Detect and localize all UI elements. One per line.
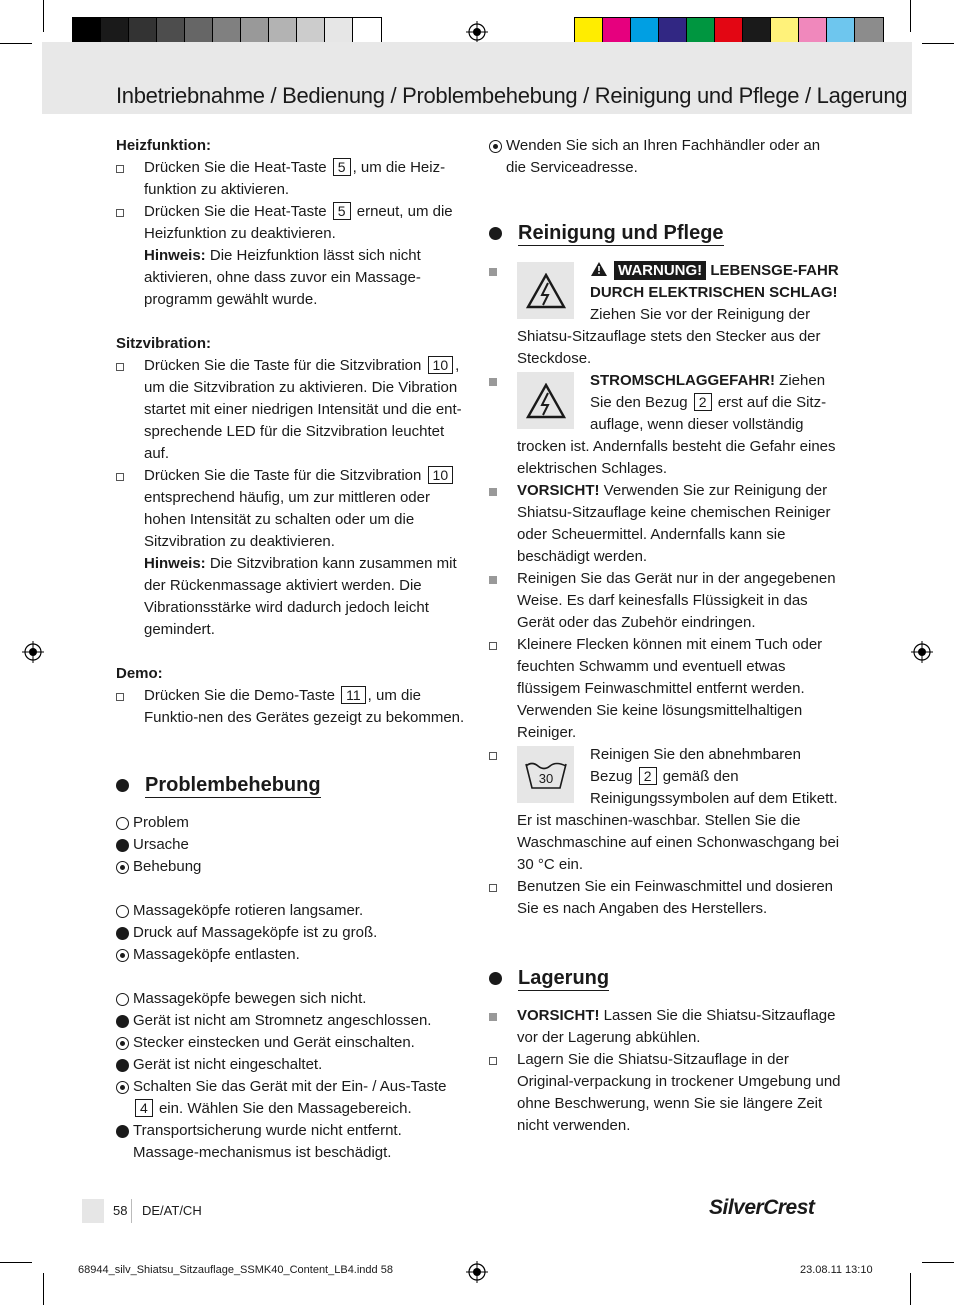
list-item bbox=[116, 355, 468, 465]
sitzvibration-heading: Sitzvibration: bbox=[116, 335, 212, 352]
list-item bbox=[489, 876, 841, 920]
key-reference: 11 bbox=[341, 686, 366, 704]
item-text: Benutzen Sie ein Feinwaschmittel und dosieren Sie es nach Angaben des Herstellers. bbox=[517, 878, 834, 917]
checkbox-bullet-icon bbox=[489, 642, 497, 650]
right-column bbox=[489, 135, 841, 1137]
item-text: Drücken Sie die Demo-Taste bbox=[144, 687, 335, 704]
warning-label: WARNUNG! bbox=[614, 261, 706, 280]
square-bullet-icon bbox=[489, 576, 497, 584]
crop-mark bbox=[0, 43, 32, 44]
page-title: Inbetriebnahme / Bedienung / Problembehebung / Reinigung und Pflege / Lagerung bbox=[116, 83, 908, 108]
footer-divider bbox=[131, 1199, 132, 1223]
cause-row: Gerät ist nicht am Stromnetz angeschlossen. bbox=[116, 1010, 468, 1032]
cause-row: Druck auf Massageköpfe ist zu groß. bbox=[116, 922, 468, 944]
reinigung-section-heading bbox=[489, 221, 841, 246]
section-title: Lagerung bbox=[518, 967, 610, 989]
legend-problem: Problem bbox=[116, 812, 468, 834]
checkbox-bullet-icon bbox=[116, 165, 124, 173]
item-text: Lagern Sie die Shiatsu-Sitzauflage in der Original-verpackung in trockener Umgebung und ohne Beschwerung, wenn Sie sie längere Zeit nicht verwenden. bbox=[517, 1051, 841, 1134]
filled-circle-icon bbox=[116, 839, 129, 852]
registration-mark-icon bbox=[22, 641, 44, 663]
crop-mark bbox=[43, 1273, 44, 1305]
item-text: , um die Heiz-funktion zu aktivieren. bbox=[144, 159, 446, 198]
open-circle-icon bbox=[116, 993, 129, 1006]
list-item bbox=[116, 157, 468, 201]
info-item bbox=[489, 568, 841, 634]
crop-mark bbox=[0, 1262, 32, 1263]
item-text: Ziehen Sie vor der Reinigung der Shiatsu-Sitzauflage stets den Stecker aus der Steckdose. bbox=[517, 306, 821, 367]
heizfunktion-heading: Heizfunktion: bbox=[116, 137, 211, 154]
hint-text: Die Sitzvibration kann zusammen mit der Rückenmassage aktiviert werden. Die Vibrationsstärke wird dadurch jedoch leicht gemindert. bbox=[144, 555, 457, 638]
item-text: Drücken Sie die Heat-Taste bbox=[144, 203, 327, 220]
item-text: entsprechend häufig, um zur mittleren oder hohen Intensität zu schalten oder um die Sitzvibration zu deaktivieren. bbox=[144, 489, 430, 550]
hint-text: Die Heizfunktion lässt sich nicht aktivieren, ohne dass zuvor ein Massage-programm gewählt wurde. bbox=[144, 247, 421, 308]
item-text: Drücken Sie die Heat-Taste bbox=[144, 159, 327, 176]
open-circle-icon bbox=[116, 905, 129, 918]
electric-hazard-icon bbox=[517, 262, 574, 319]
list-item bbox=[116, 465, 468, 641]
filled-circle-icon bbox=[116, 1015, 129, 1028]
item-text: , um die Funktio-nen des Gerätes gezeigt zu bekommen. bbox=[144, 687, 465, 726]
fix-row: Massageköpfe entlasten. bbox=[116, 944, 468, 966]
list-item bbox=[489, 634, 841, 744]
section-bullet-icon bbox=[116, 779, 129, 792]
crop-mark bbox=[910, 1273, 911, 1305]
filled-circle-icon bbox=[116, 927, 129, 940]
section-title: Problembehebung bbox=[145, 774, 321, 796]
item-text: erneut, um die Heizfunktion zu deaktivieren. bbox=[144, 203, 453, 242]
left-column bbox=[116, 135, 468, 1164]
list-item bbox=[116, 201, 468, 311]
checkbox-bullet-icon bbox=[489, 1057, 497, 1065]
wash-temperature: 30 bbox=[538, 770, 553, 786]
problembehebung-section-heading bbox=[116, 773, 468, 798]
caution-label: VORSICHT! bbox=[517, 1007, 600, 1024]
key-reference: 10 bbox=[428, 466, 454, 484]
checkbox-bullet-icon bbox=[116, 209, 124, 217]
section-bullet-icon bbox=[489, 227, 502, 240]
caution-item bbox=[489, 480, 841, 568]
key-reference: 2 bbox=[694, 393, 712, 411]
crop-mark bbox=[922, 1262, 954, 1263]
target-circle-icon bbox=[116, 1037, 129, 1050]
page-number-box bbox=[82, 1199, 104, 1223]
cause-row: Gerät ist nicht eingeschaltet. bbox=[116, 1054, 468, 1076]
target-circle-icon bbox=[489, 140, 502, 153]
fix-row: Wenden Sie sich an Ihren Fachhändler oder an die Serviceadresse. bbox=[489, 135, 841, 179]
square-bullet-icon bbox=[489, 378, 497, 386]
hint-label: Hinweis: bbox=[144, 247, 206, 264]
checkbox-bullet-icon bbox=[116, 473, 124, 481]
date-slug: 23.08.11 13:10 bbox=[800, 1264, 873, 1276]
item-text: Verwenden Sie zur Reinigung der Shiatsu-Sitzauflage keine chemischen Reiniger oder Scheuermittel. Andernfalls kann sie beschädigt werden. bbox=[517, 482, 831, 565]
checkbox-bullet-icon bbox=[116, 363, 124, 371]
item-text: Drücken Sie die Taste für die Sitzvibration bbox=[144, 357, 422, 374]
key-reference: 4 bbox=[135, 1099, 153, 1117]
open-circle-icon bbox=[116, 817, 129, 830]
list-item bbox=[489, 744, 841, 876]
square-bullet-icon bbox=[489, 488, 497, 496]
warning-bold: LEBENSGE-FAHR DURCH ELEKTRISCHEN SCHLAG! bbox=[590, 262, 839, 301]
section-bullet-icon bbox=[489, 972, 502, 985]
caution-item bbox=[489, 1005, 841, 1049]
item-text: erst auf die Sitz-auflage, wenn dieser vollständig trocken ist. Andernfalls besteht die Gefahr eines elektrischen Schlages. bbox=[517, 394, 836, 477]
item-text: Drücken Sie die Taste für die Sitzvibration bbox=[144, 467, 422, 484]
square-bullet-icon bbox=[489, 1013, 497, 1021]
wash-30-icon bbox=[517, 746, 574, 803]
problem-row: Massageköpfe bewegen sich nicht. bbox=[116, 988, 468, 1010]
warning-item bbox=[489, 260, 841, 370]
warning-triangle-icon bbox=[590, 261, 608, 277]
target-circle-icon bbox=[116, 861, 129, 874]
legend-cause: Ursache bbox=[116, 834, 468, 856]
registration-mark-icon bbox=[911, 641, 933, 663]
problem-row: Massageköpfe rotieren langsamer. bbox=[116, 900, 468, 922]
checkbox-bullet-icon bbox=[489, 884, 497, 892]
brand-logo: SilverCrest bbox=[709, 1196, 815, 1219]
item-text: Reinigen Sie das Gerät nur in der angegebenen Weise. Es darf keinesfalls Flüssigkeit in das Gerät oder das Zubehör eindringen. bbox=[517, 570, 836, 631]
list-item bbox=[116, 685, 468, 729]
crop-mark bbox=[910, 0, 911, 32]
target-circle-icon bbox=[116, 1081, 129, 1094]
lagerung-section-heading bbox=[489, 966, 841, 991]
item-text: gemäß den Reinigungssymbolen auf dem Etikett. Er ist maschinen-waschbar. Stellen Sie die Waschmaschine auf einen Schonwaschgang bei 30 °C ein. bbox=[517, 768, 840, 873]
checkbox-bullet-icon bbox=[489, 752, 497, 760]
electric-hazard-icon bbox=[517, 372, 574, 429]
crop-mark bbox=[43, 0, 44, 32]
cause-row: Transportsicherung wurde nicht entfernt. Massage-mechanismus ist beschädigt. bbox=[116, 1120, 468, 1164]
warning-bold: STROMSCHLAGGEFAHR! bbox=[590, 372, 775, 389]
fix-row: Schalten Sie das Gerät mit der Ein- / Aus-Taste 4 ein. Wählen Sie den Massagebereich. bbox=[116, 1076, 468, 1120]
hint-label: Hinweis: bbox=[144, 555, 206, 572]
key-reference: 10 bbox=[428, 356, 454, 374]
filled-circle-icon bbox=[116, 1125, 129, 1138]
item-text: Kleinere Flecken können mit einem Tuch oder feuchten Schwamm und eventuell etwas flüssigem Feinwaschmittel entfernt werden. Verwenden Sie keine lösungsmittelhaltigen Reiniger. bbox=[517, 636, 823, 741]
legend-fix: Behebung bbox=[116, 856, 468, 878]
item-text: , um die Sitzvibration zu aktivieren. Die Vibration startet mit einer niedrigen Intensität und die ent-sprechende LED für die Sitzvibration leuchtet auf. bbox=[144, 357, 462, 462]
crop-mark bbox=[922, 43, 954, 44]
caution-label: VORSICHT! bbox=[517, 482, 600, 499]
warning-item bbox=[489, 370, 841, 480]
list-item bbox=[489, 1049, 841, 1137]
filled-circle-icon bbox=[116, 1059, 129, 1072]
demo-heading: Demo: bbox=[116, 665, 163, 682]
checkbox-bullet-icon bbox=[116, 693, 124, 701]
registration-mark-icon bbox=[466, 1261, 488, 1283]
key-reference: 5 bbox=[333, 202, 351, 220]
target-circle-icon bbox=[116, 949, 129, 962]
section-title: Reinigung und Pflege bbox=[518, 222, 724, 244]
item-text: Lassen Sie die Shiatsu-Sitzauflage vor der Lagerung abkühlen. bbox=[517, 1007, 836, 1046]
region-label: DE/AT/CH bbox=[142, 1203, 202, 1218]
square-bullet-icon bbox=[489, 268, 497, 276]
registration-mark-icon bbox=[466, 21, 488, 43]
page-number: 58 bbox=[113, 1203, 128, 1218]
item-text: Reinigen Sie den abnehmbaren Bezug bbox=[590, 746, 801, 785]
key-reference: 5 bbox=[333, 158, 351, 176]
key-reference: 2 bbox=[639, 767, 657, 785]
fix-row: Stecker einstecken und Gerät einschalten. bbox=[116, 1032, 468, 1054]
item-text: Ziehen Sie den Bezug bbox=[590, 372, 826, 411]
file-slug: 68944_silv_Shiatsu_Sitzauflage_SSMK40_Content_LB4.indd 58 bbox=[78, 1264, 393, 1276]
